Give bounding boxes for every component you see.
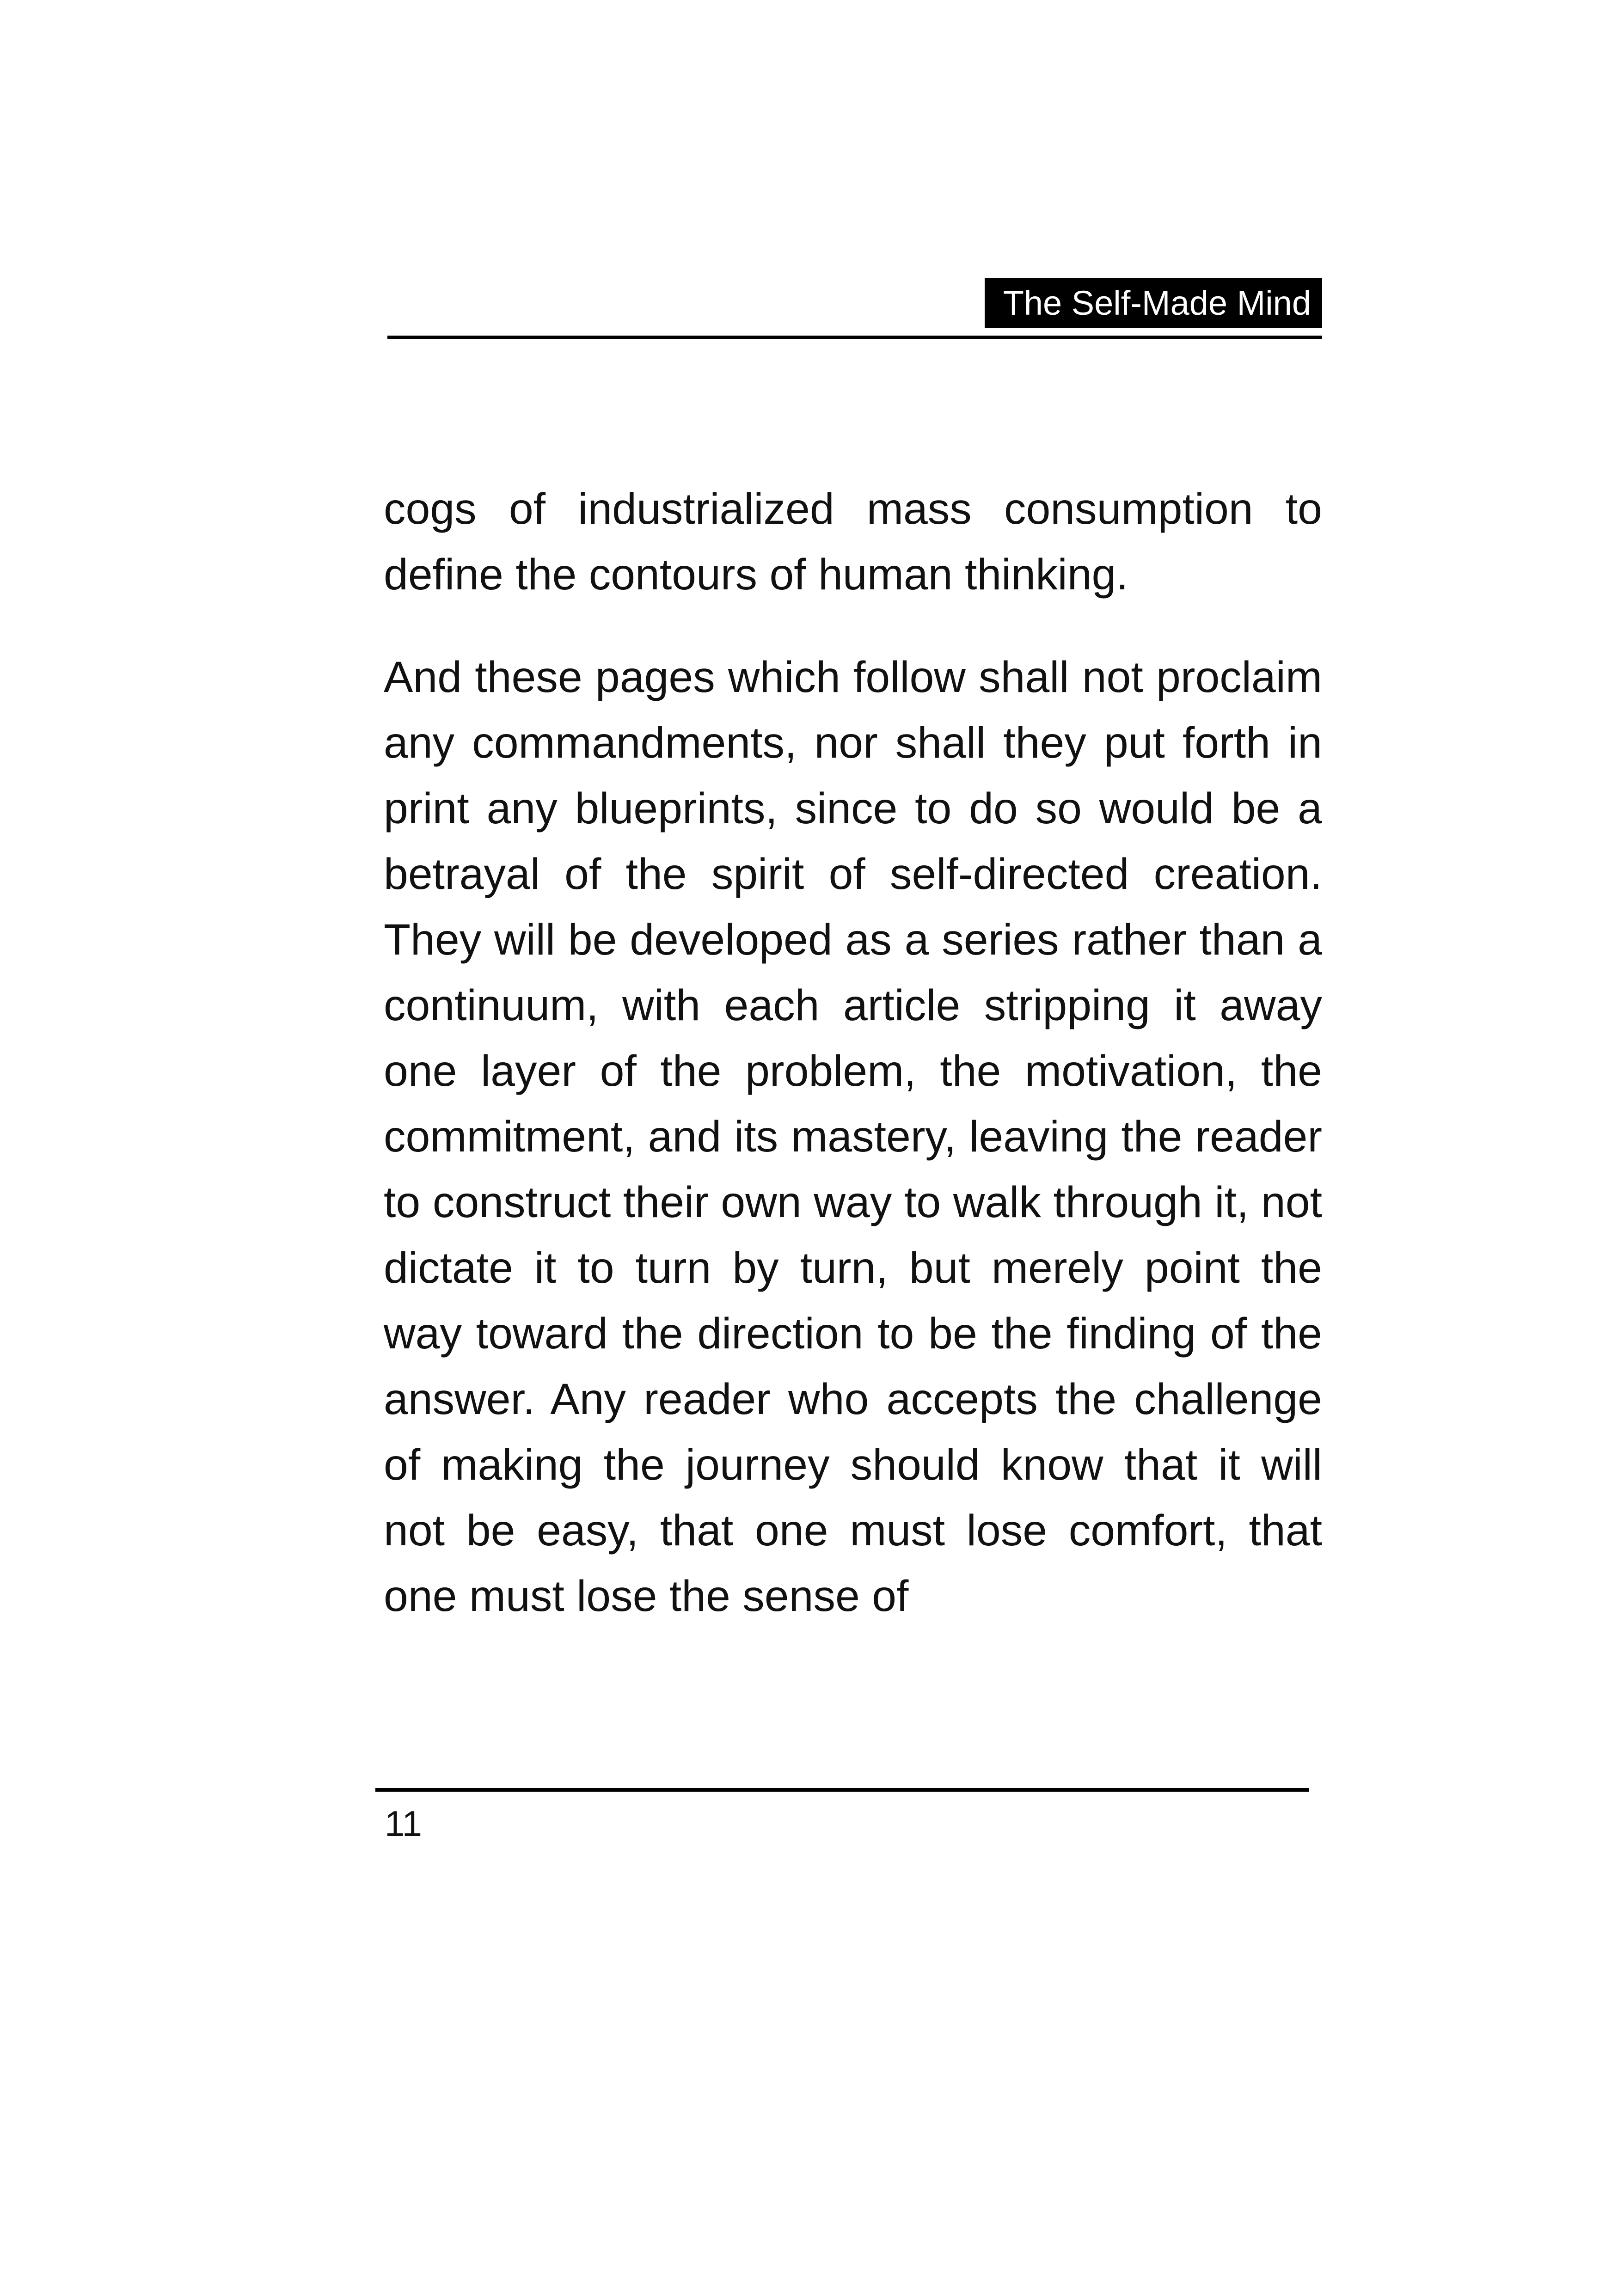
page-number: 11 xyxy=(385,1803,422,1844)
paragraph: And these pages which follow shall not proclaim any commandments, nor shall they put forth in print any blueprints, since to do so would be a betrayal of the spirit of self-directed creation. They will be developed as a series rather than a continuum, with each article stripping it away one layer of the problem, the motivation, the commitment, and its mastery, leaving the reader to construct their own way to walk through it, not dictate it to turn by turn, but merely point the way toward the direction to be the finding of the answer. Any reader who accepts the challenge of making the journey should know that it will not be easy, that one must lose comfort, that one must lose the sense of xyxy=(384,653,1322,1621)
page-body xyxy=(384,476,1322,1629)
paragraph-continued: cogs of industrialized mass consumption to define the contours of human thinking. xyxy=(384,484,1322,599)
running-header-title: The Self-Made Mind xyxy=(985,278,1322,328)
header-rule xyxy=(387,336,1322,339)
footer-rule xyxy=(375,1788,1309,1792)
